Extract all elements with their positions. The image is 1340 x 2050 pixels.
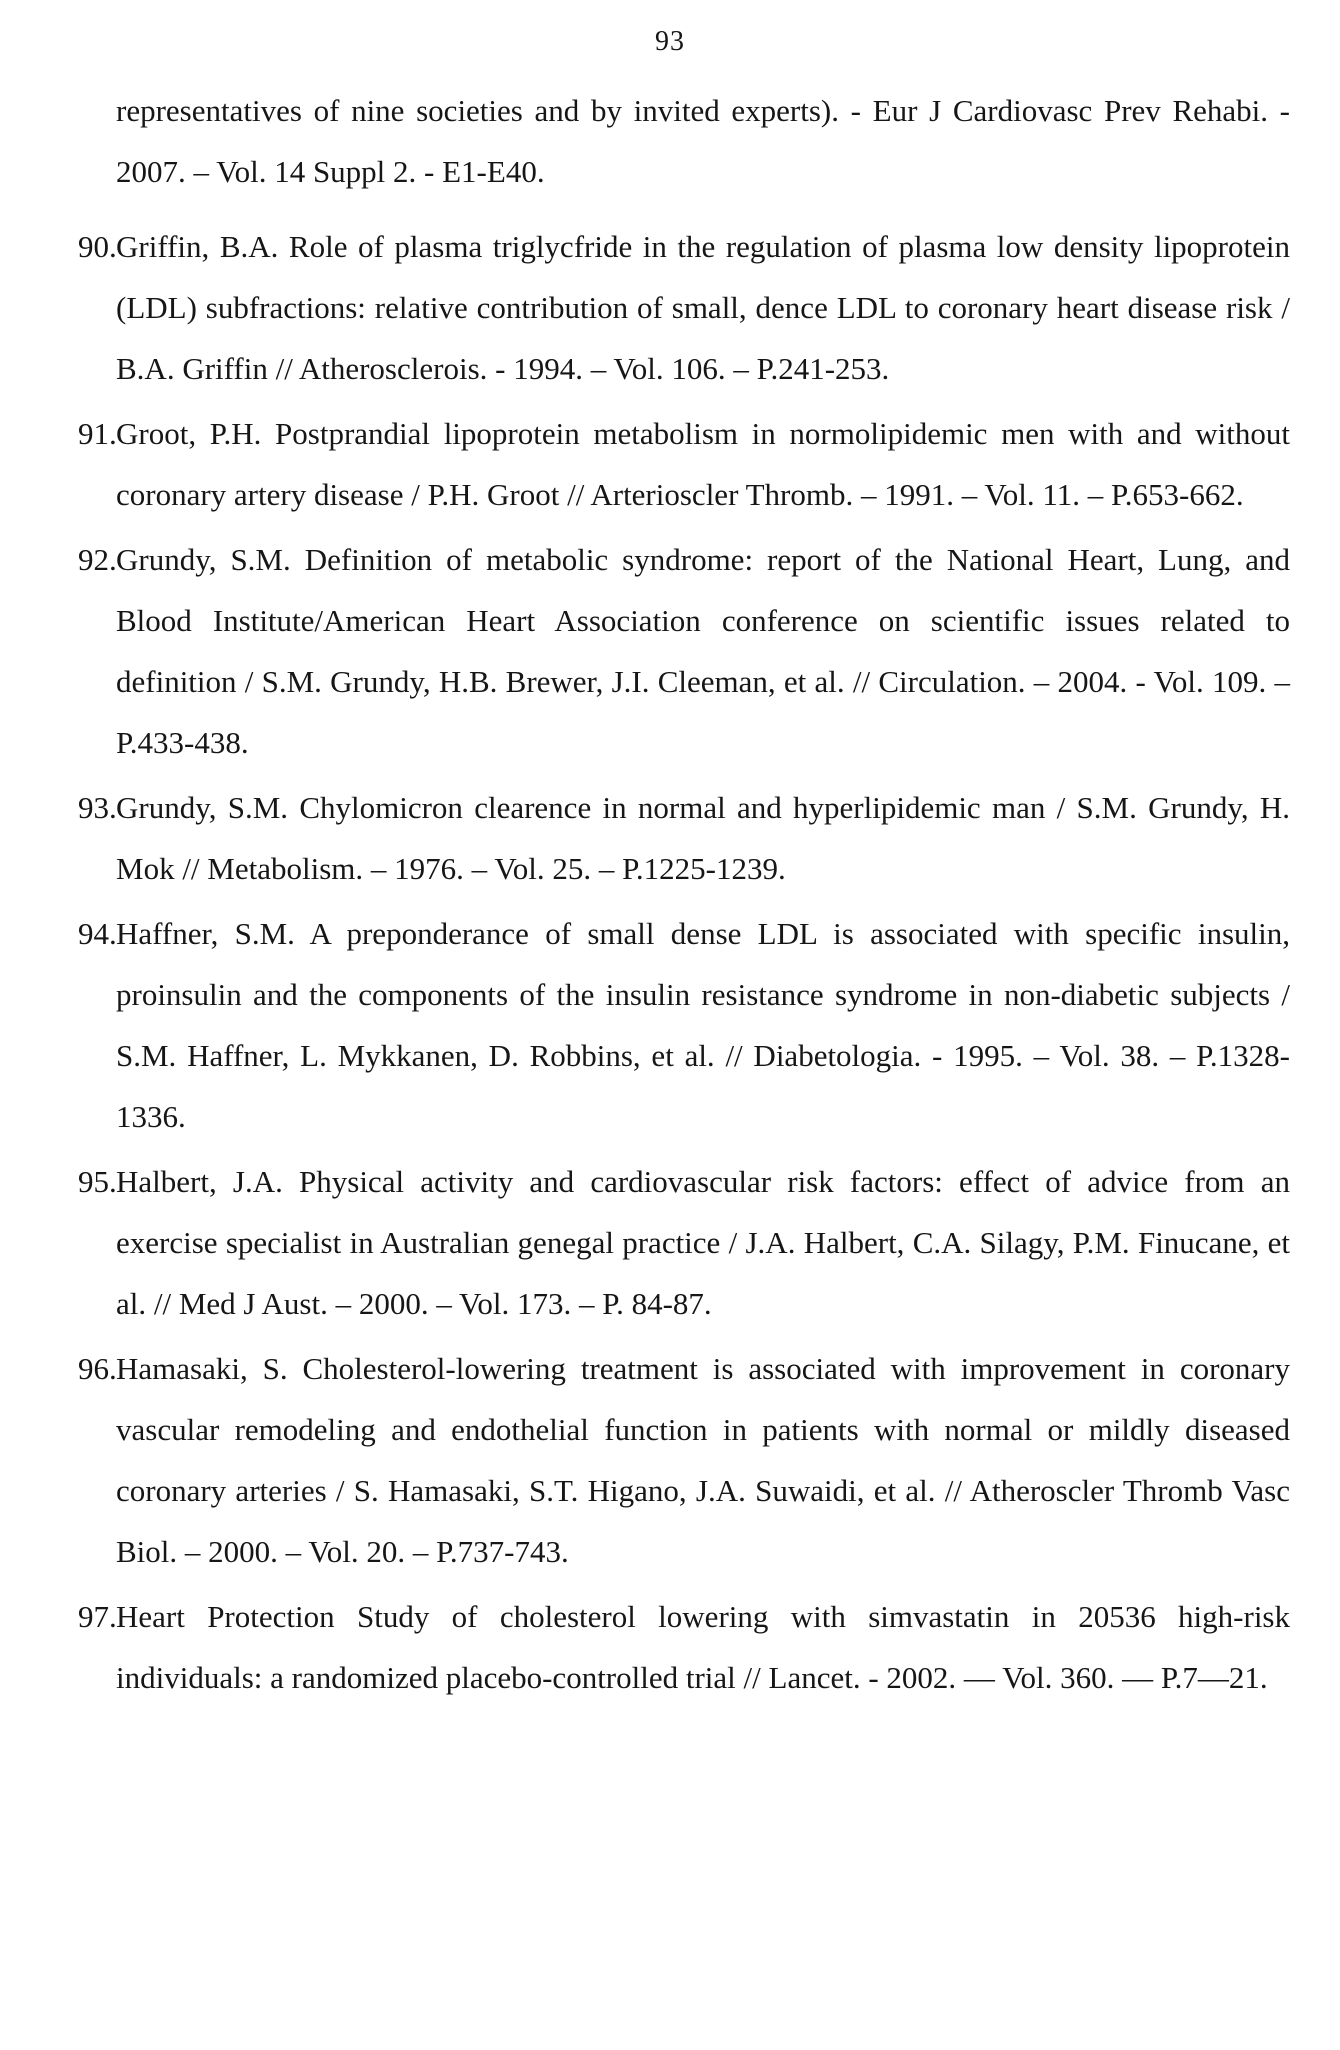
reference-number: 95. (78, 1164, 117, 1199)
reference-entry-96 (78, 1338, 1290, 1582)
reference-number: 90. (78, 229, 117, 264)
reference-entry-95 (78, 1151, 1290, 1334)
reference-text: Hamasaki, S. Cholesterol-lowering treatment is associated with improvement in coronary vascular remodeling and endothelial function in patients with normal or mildly diseased coronary arteries / S. Hamasaki, S.T. Higano, J.A. Suwaidi, et al. // Atheroscler Thromb Vasc Biol. – 2000. – Vol. 20. – P.737-743. (116, 1351, 1290, 1569)
reference-list (78, 80, 1290, 1712)
reference-text: Heart Protection Study of cholesterol lowering with simvastatin in 20536 high-risk individuals: a randomized placebo-controlled trial // Lancet. - 2002. — Vol. 360. — P.7—21. (116, 1599, 1290, 1695)
reference-text: Grundy, S.M. Chylomicron clearence in normal and hyperlipidemic man / S.M. Grundy, H. Mok // Metabolism. – 1976. – Vol. 25. – P.1225-1239. (116, 790, 1290, 886)
reference-text: representatives of nine societies and by invited experts). - Eur J Cardiovasc Prev Rehabi. - 2007. – Vol. 14 Suppl 2. - E1-E40. (116, 93, 1290, 189)
reference-number: 92. (78, 542, 117, 577)
reference-entry-93 (78, 777, 1290, 899)
reference-text: Grundy, S.M. Definition of metabolic syndrome: report of the National Heart, Lung, and Blood Institute/American Heart Association conference on scientific issues related to definition / S.M. Grundy, H.B. Brewer, J.I. Cleeman, et al. // Circulation. – 2004. - Vol. 109. – P.433-438. (116, 542, 1290, 760)
reference-number: 97. (78, 1599, 117, 1634)
reference-entry-92 (78, 529, 1290, 773)
reference-entry-91 (78, 403, 1290, 525)
reference-entry-continued (78, 80, 1290, 202)
reference-text: Haffner, S.M. A preponderance of small dense LDL is associated with specific insulin, proinsulin and the components of the insulin resistance syndrome in non-diabetic subjects / S.M. Haffner, L. Mykkanen, D. Robbins, et al. // Diabetologia. - 1995. – Vol. 38. – P.1328-1336. (116, 916, 1290, 1134)
reference-number: 91. (78, 416, 117, 451)
reference-text: Halbert, J.A. Physical activity and cardiovascular risk factors: effect of advice from an exercise specialist in Australian genegal practice / J.A. Halbert, C.A. Silagy, P.M. Finucane, et al. // Med J Aust. – 2000. – Vol. 173. – P. 84-87. (116, 1164, 1290, 1321)
reference-text: Griffin, B.A. Role of plasma triglycfride in the regulation of plasma low density lipoprotein (LDL) subfractions: relative contribution of small, dence LDL to coronary heart disease risk / B.A. Griffin // Atherosclerois. - 1994. – Vol. 106. – P.241-253. (116, 229, 1290, 386)
reference-entry-90 (78, 216, 1290, 399)
reference-number: 93. (78, 790, 117, 825)
reference-number: 96. (78, 1351, 117, 1386)
page-number: 93 (655, 26, 685, 57)
reference-entry-97 (78, 1586, 1290, 1708)
reference-number: 94. (78, 916, 117, 951)
reference-entry-94 (78, 903, 1290, 1147)
reference-text: Groot, P.H. Postprandial lipoprotein metabolism in normolipidemic men with and without coronary artery disease / P.H. Groot // Arterioscler Thromb. – 1991. – Vol. 11. – P.653-662. (116, 416, 1290, 512)
